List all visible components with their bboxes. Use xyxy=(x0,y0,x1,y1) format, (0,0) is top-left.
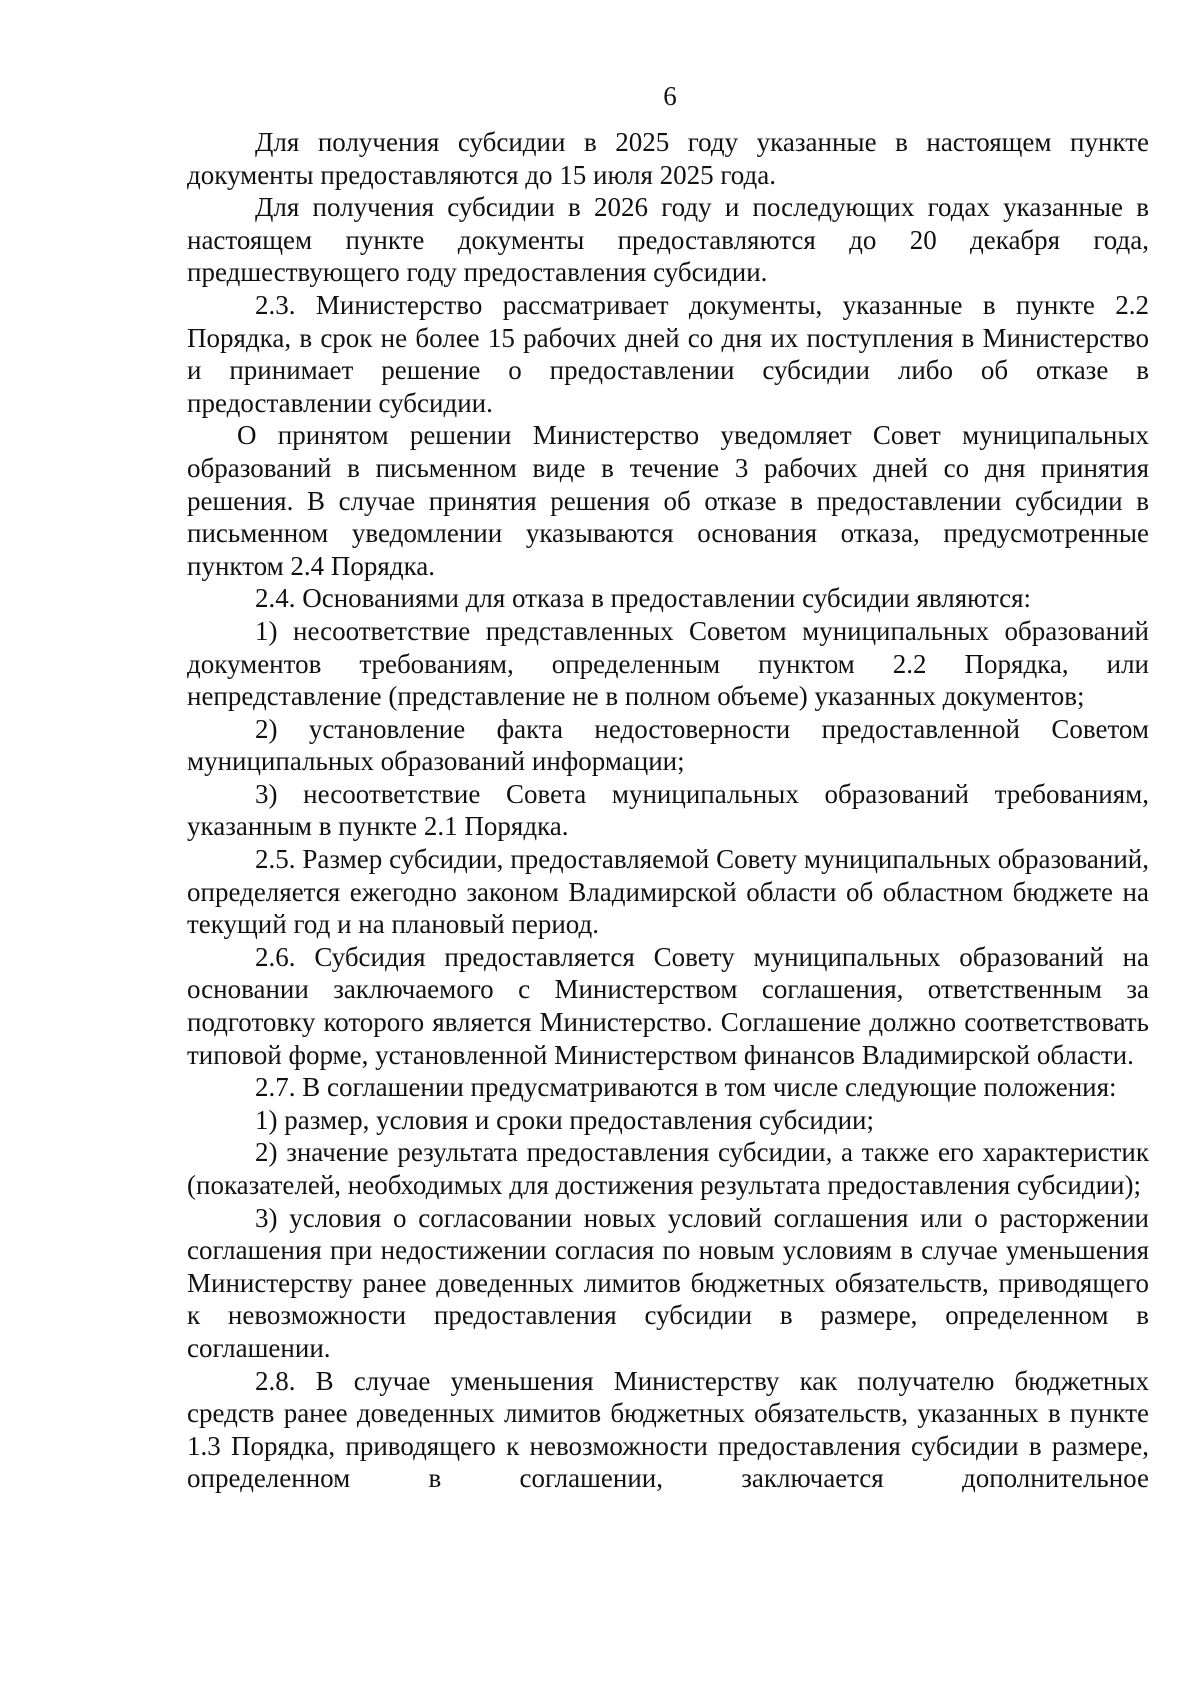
list-item-2-7-2: 2) значение результата предоставления субсидии, а также его характеристик (показателей, необходимых для достижения результата предоставления субсидии); xyxy=(187,1137,1149,1200)
paragraph-2-8: 2.8. В случае уменьшения Министерству как получателю бюджетных средств ранее доведенных лимитов бюджетных обязательств, указанных в пункте 1.3 Порядка, приводящего к невозможности предоставления субсидии в размере, определенном в соглашении, заключается дополнительное xyxy=(187,1365,1149,1494)
list-item-2-4-3: 3) несоответствие Совета муниципальных образований требованиям, указанным в пункте 2.1 Порядка. xyxy=(187,778,1149,842)
list-item-2-7-1: 1) размер, условия и сроки предоставления субсидии; xyxy=(255,1104,874,1135)
paragraph-2-4: 2.4. Основаниями для отказа в предоставлении субсидии являются: xyxy=(255,583,1031,614)
paragraph-2-3: 2.3. Министерство рассматривает документы, указанные в пункте 2.2 Порядка, в срок не более 15 рабочих дней со дня их поступления в Министерство и принимает решение о предоставлении субсидии либо об отказе в предоставлении субсидии. xyxy=(187,289,1149,418)
paragraph-2-7: 2.7. В соглашении предусматриваются в том числе следующие положения: xyxy=(255,1072,1117,1103)
document-body xyxy=(187,126,1149,1495)
paragraph-notification: О принятом решении Министерство уведомляет Совет муниципальных образований в письменном виде в течение 3 рабочих дней со дня принятия решения. В случае принятия решения об отказе в предоставлении субсидии в письменном уведомлении указываются основания отказа, предусмотренные пунктом 2.4 Порядка. xyxy=(187,420,1149,581)
paragraph-deadline-2025: Для получения субсидии в 2025 году указанные в настоящем пункте документы предоставляются до 15 июля 2025 года. xyxy=(187,127,1149,190)
page-number: 6 xyxy=(663,81,677,111)
list-item-2-4-1: 1) несоответствие представленных Советом муниципальных образований документов требованиям, определенным пунктом 2.2 Порядка, или непредставление (представление не в полном объеме) указанных документов; xyxy=(187,615,1149,712)
list-item-2-7-3: 3) условия о согласовании новых условий соглашения или о расторжении соглашения при недостижении согласия по новым условиям в случае уменьшения Министерству ранее доведенных лимитов бюджетных обязательств, приводящего к невозможности предоставления субсидии в размере, определенном в соглашении. xyxy=(187,1202,1149,1363)
paragraph-2-5: 2.5. Размер субсидии, предоставляемой Совету муниципальных образований, определяется ежегодно законом Владимирской области об областном бюджете на текущий год и на плановый период. xyxy=(187,844,1149,940)
paragraph-deadline-2026: Для получения субсидии в 2026 году и последующих годах указанные в настоящем пункте документы предоставляются до 20 декабря года, предшествующего году предоставления субсидии. xyxy=(187,192,1149,288)
paragraph-2-6: 2.6. Субсидия предоставляется Совету муниципальных образований на основании заключаемого с Министерством соглашения, ответственным за подготовку которого является Министерство. Соглашение должно соответствовать типовой форме, установленной Министерством финансов Владимирской области. xyxy=(187,941,1149,1070)
list-item-2-4-2: 2) установление факта недостоверности предоставленной Советом муниципальных образований информации; xyxy=(187,713,1149,777)
